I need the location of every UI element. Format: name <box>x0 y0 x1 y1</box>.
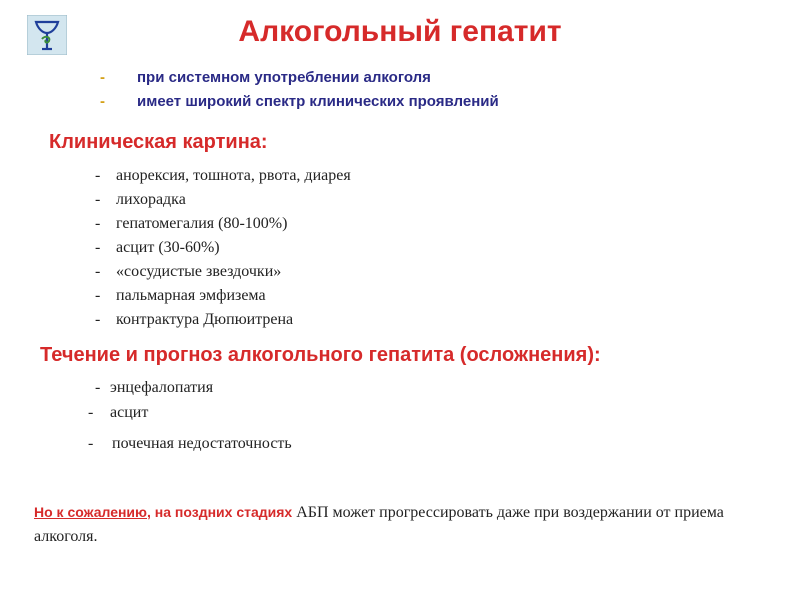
list-dash: - <box>95 167 101 184</box>
list-item-text: лихорадка <box>116 191 186 208</box>
intro-text: имеет широкий спектр клинических проявлений <box>137 93 499 110</box>
clinical-heading: Клиническая картина: <box>49 131 268 153</box>
list-item-text: гепатомегалия (80-100%) <box>116 215 288 232</box>
list-dash: - <box>95 215 101 232</box>
list-dash: - <box>95 287 101 304</box>
list-dash: - <box>95 239 101 256</box>
closing-note <box>34 500 734 549</box>
list-item-text: почечная недостаточность <box>112 435 292 452</box>
list-dash: - <box>95 263 101 280</box>
list-item-text: энцефалопатия <box>110 379 214 396</box>
intro-dash: - <box>100 69 105 86</box>
page-title: Алкогольный гепатит <box>238 15 562 48</box>
list-item-text: анорексия, тошнота, рвота, диарея <box>116 167 351 184</box>
list-dash: - <box>88 404 94 421</box>
note-emphasis-late-stages: на поздних стадиях <box>150 504 293 520</box>
intro-text: при системном употреблении алкоголя <box>137 69 431 86</box>
list-dash: - <box>95 379 101 396</box>
list-item-text: «сосудистые звездочки» <box>116 263 282 280</box>
list-item-text: асцит <box>110 404 149 421</box>
intro-dash: - <box>100 93 105 110</box>
course-heading: Течение и прогноз алкогольного гепатита (осложнения): <box>40 344 601 366</box>
note-emphasis: Но к сожалению, <box>34 504 151 520</box>
list-dash: - <box>95 311 101 328</box>
list-item-text: контрактура Дюпюитрена <box>116 311 294 328</box>
list-dash: - <box>95 191 101 208</box>
list-dash: - <box>88 435 94 452</box>
note-text: АБП может прогрессировать даже при воздержании от приема алкоголя. <box>34 504 724 545</box>
list-item-text: асцит (30-60%) <box>116 239 220 256</box>
list-item-text: пальмарная эмфизема <box>116 287 266 304</box>
